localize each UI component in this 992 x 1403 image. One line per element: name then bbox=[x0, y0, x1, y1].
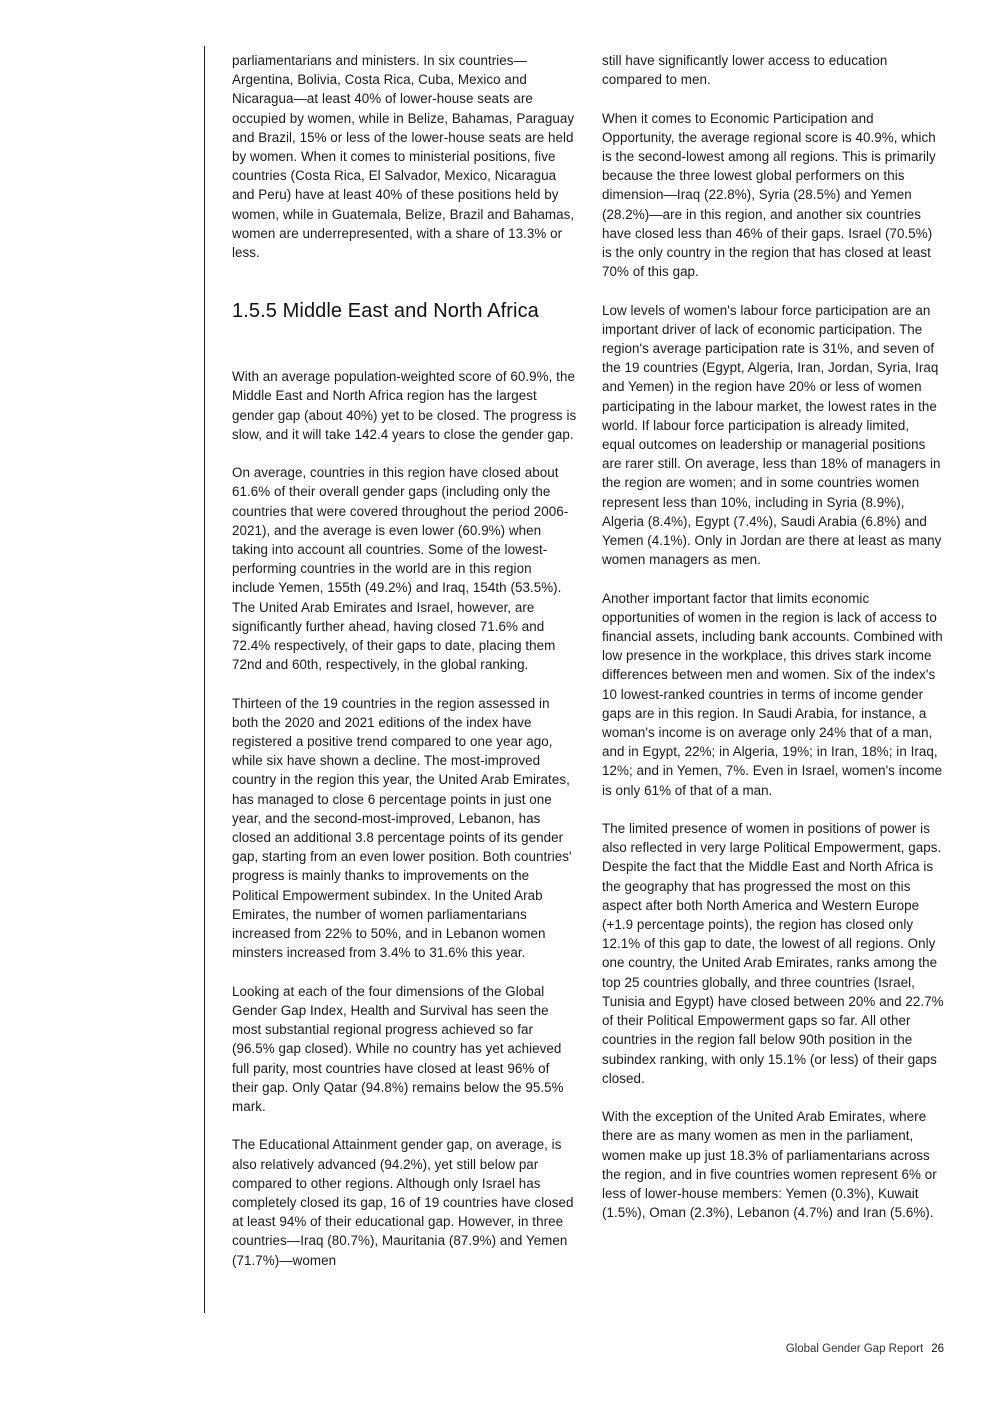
paragraph-mena-education: The Educational Attainment gender gap, on average, is also relatively advanced (94.2%), yet still below par compared to other regions. Although only Israel has completely closed its gap, 16 of 19 countries have closed at least 94% of their educational gap. However, in three countries—Iraq (80.7%), Mauritania (87.9%) and Yemen (71.7%)—women bbox=[232, 1137, 574, 1268]
paragraph-latin-america-continued: parliamentarians and ministers. In six countries—Argentina, Bolivia, Costa Rica, Cuba, Mexico and Nicaragua—at least 40% of lower-house seats are occupied by women, while in Belize, Bahamas, Paraguay and Brazil, 15% or less of the lower-house seats are held by women. When it comes to ministerial positions, five countries (Costa Rica, El Salvador, Mexico, Nicaragua and Peru) have at least 40% of these positions held by women, while in Guatemala, Belize, Brazil and Bahamas, women are underrepresented, with a share of 13.3% or less. bbox=[232, 53, 575, 261]
paragraph-mena-overview: With an average population-weighted score of 60.9%, the Middle East and North Africa region has the largest gender gap (about 40%) yet to be closed. The progress is slow, and it will take 142.4 years to close the gender gap. bbox=[232, 369, 577, 442]
page-footer bbox=[786, 1343, 944, 1355]
paragraph-financial-assets: Another important factor that limits economic opportunities of women in the region is lack of access to financial assets, including bank accounts. Combined with low presence in the workplace, this drives stark income differences between men and women. Six of the index's 10 lowest-ranked countries in terms of income gender gaps are in this region. In Saudi Arabia, for instance, a woman's income is on average only 24% that of a man, and in Egypt, 22%; in Algeria, 19%; in Iran, 18%; in Iraq, 12%; and in Yemen, 7%. Even in Israel, women's income is only 61% of that of a man. bbox=[602, 590, 943, 798]
paragraph-labour-force: Low levels of women's labour force participation are an important driver of lack of economic participation. The region's average participation rate is 31%, and seven of the 19 countries (Egypt, Algeria, Iran, Jordan, Syria, Iraq and Yemen) in the region have 20% or less of women participating in the labour market, the lowest rates in the world. If labour force participation is already limited, equal outcomes on leadership or managerial positions are rarer still. On average, less than 18% of managers in the region are women; and in some countries women represent less than 10%, including in Syria (8.9%), Algeria (8.4%), Egypt (7.4%), Saudi Arabia (6.8%) and Yemen (4.1%). Only in Jordan are there at least as many women managers as men. bbox=[602, 302, 942, 568]
paragraph-mena-health-survival: Looking at each of the four dimensions of the Global Gender Gap Index, Health and Survival has seen the most substantial regional progress achieved so far (96.5% gap closed). While no country has yet achieved full parity, most countries have closed at least 96% of their gap. Only Qatar (94.8%) remains below the 95.5% mark. bbox=[232, 983, 564, 1114]
paragraph-economic-participation: When it comes to Economic Participation and Opportunity, the average regional score is 40.9%, which is the second-lowest among all regions. This is primarily because the three lowest global performers on this dimension—Iraq (22.8%), Syria (28.5%) and Yemen (28.2%)—are in this region, and another six countries have closed less than 46% of their gaps. Israel (70.5%) is the only country in the region that has closed at least 70% of this gap. bbox=[602, 110, 936, 280]
section-heading-mena: 1.5.5 Middle East and North Africa bbox=[232, 300, 539, 323]
paragraph-education-continued: still have significantly lower access to education compared to men. bbox=[602, 53, 888, 88]
right-text-column bbox=[602, 51, 945, 1242]
footer-report-title: Global Gender Gap Report bbox=[785, 1343, 924, 1355]
column-divider-rule bbox=[204, 46, 205, 1313]
paragraph-mena-country-gaps: On average, countries in this region have closed about 61.6% of their overall gender gaps (including only the countries that were covered throughout the period 2006-2021), and the average is even lower (60.9%) when taking into account all countries. Some of the lowest-performing countries in the world are in this region include Yemen, 155th (49.2%) and Iraq, 154th (53.5%). The United Arab Emirates and Israel, however, are significantly further ahead, having closed 71.6% and 72.4% respectively, of their gaps to date, placing them 72nd and 60th, respectively, in the global ranking. bbox=[232, 465, 569, 673]
left-text-column bbox=[232, 51, 577, 1289]
paragraph-parliament: With the exception of the United Arab Emirates, where there are as many women as men in the parliament, women make up just 18.3% of parliamentarians across the region, and in five countries women represent 6% or less of lower-house members: Yemen (0.3%), Kuwait (1.5%), Oman (2.3%), Lebanon (4.7%) and Iran (5.6%). bbox=[602, 1109, 937, 1221]
paragraph-political-empowerment: The limited presence of women in positions of power is also reflected in very large Political Empowerment, gaps. Despite the fact that the Middle East and North Africa is the geography that has progressed the most on this aspect after both North America and Western Europe (+1.9 percentage points), the region has closed only 12.1% of this gap to date, the lowest of all regions. Only one country, the United Arab Emirates, ranks among the top 25 countries globally, and three countries (Israel, Tunisia and Egypt) have closed between 20% and 22.7% of their Political Empowerment gaps so far. All other countries in the region fall below 90th position in the subindex ranking, with only 15.1% (or less) of their gaps closed. bbox=[602, 821, 944, 1086]
page-number: 26 bbox=[931, 1343, 944, 1355]
paragraph-mena-trends: Thirteen of the 19 countries in the region assessed in both the 2020 and 2021 editions of the index have registered a positive trend compared to one year ago, while six have shown a decline. The most-improved country in the region this year, the United Arab Emirates, has managed to close 6 percentage points in just one year, and the second-most-improved, Lebanon, has closed an additional 3.8 percentage points of its gender gap, starting from an even lower position. Both countries' progress is mainly thanks to improvements on the Political Empowerment subindex. In the United Arab Emirates, the number of women parliamentarians increased from 22% to 50%, and in Lebanon women minsters increased from 3.4% to 31.6% this year. bbox=[232, 695, 572, 961]
